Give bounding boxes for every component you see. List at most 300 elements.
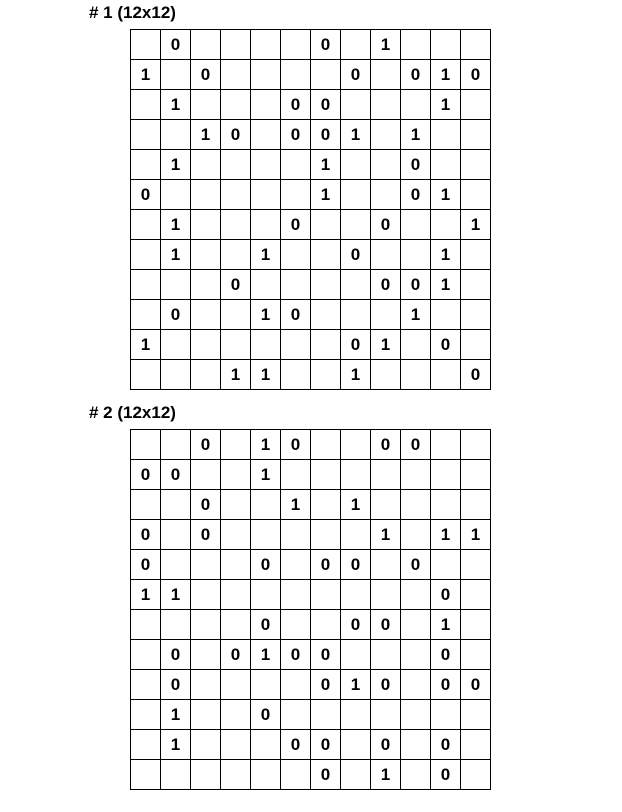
grid-cell[interactable] — [131, 270, 161, 300]
grid-cell[interactable] — [191, 700, 221, 730]
grid-cell[interactable] — [131, 240, 161, 270]
grid-cell[interactable] — [311, 360, 341, 390]
grid-cell[interactable]: 0 — [341, 240, 371, 270]
grid-cell[interactable]: 0 — [401, 550, 431, 580]
grid-cell[interactable] — [251, 120, 281, 150]
grid-cell[interactable] — [401, 210, 431, 240]
grid-cell[interactable] — [341, 150, 371, 180]
grid-cell[interactable] — [251, 330, 281, 360]
grid-cell[interactable] — [191, 610, 221, 640]
grid-cell[interactable] — [161, 430, 191, 460]
grid-cell[interactable] — [341, 270, 371, 300]
grid-cell[interactable] — [401, 670, 431, 700]
grid-cell[interactable]: 0 — [281, 90, 311, 120]
grid-cell[interactable]: 1 — [281, 490, 311, 520]
grid-cell[interactable]: 0 — [251, 550, 281, 580]
grid-cell[interactable] — [131, 640, 161, 670]
grid-row — [131, 270, 491, 300]
grid-cell[interactable]: 1 — [431, 610, 461, 640]
grid-cell[interactable] — [221, 210, 251, 240]
grid-cell[interactable] — [161, 60, 191, 90]
grid-cell[interactable]: 0 — [401, 430, 431, 460]
grid-cell[interactable]: 1 — [131, 580, 161, 610]
grid-cell[interactable] — [341, 580, 371, 610]
grid-row — [131, 640, 491, 670]
grid-cell[interactable]: 1 — [341, 120, 371, 150]
grid-cell[interactable]: 0 — [461, 670, 491, 700]
grid-cell[interactable] — [221, 580, 251, 610]
grid-cell[interactable] — [461, 640, 491, 670]
grid-cell[interactable] — [371, 300, 401, 330]
grid-cell[interactable]: 0 — [221, 270, 251, 300]
grid-cell[interactable] — [191, 670, 221, 700]
grid-cell[interactable]: 1 — [341, 360, 371, 390]
grid-cell[interactable] — [371, 700, 401, 730]
grid-row — [131, 580, 491, 610]
grid-cell[interactable]: 1 — [251, 360, 281, 390]
grid-cell[interactable] — [281, 30, 311, 60]
grid-cell[interactable] — [311, 580, 341, 610]
grid-cell[interactable] — [461, 610, 491, 640]
grid-cell[interactable]: 1 — [341, 670, 371, 700]
grid-cell[interactable]: 0 — [311, 760, 341, 790]
grid-cell[interactable]: 1 — [431, 240, 461, 270]
grid-cell[interactable] — [431, 360, 461, 390]
grid-cell[interactable]: 0 — [401, 270, 431, 300]
grid-cell[interactable]: 0 — [161, 670, 191, 700]
grid-cell[interactable]: 1 — [131, 330, 161, 360]
puzzle-title: # 2 (12x12) — [89, 403, 176, 422]
grid-cell[interactable] — [281, 150, 311, 180]
grid-cell[interactable]: 1 — [251, 240, 281, 270]
grid-cell[interactable] — [191, 550, 221, 580]
grid-cell[interactable] — [221, 330, 251, 360]
grid-cell[interactable] — [341, 30, 371, 60]
grid-cell[interactable]: 0 — [281, 430, 311, 460]
grid-cell[interactable]: 1 — [431, 520, 461, 550]
grid-cell[interactable] — [341, 460, 371, 490]
grid-cell[interactable] — [341, 640, 371, 670]
grid-cell[interactable] — [371, 550, 401, 580]
grid-cell[interactable]: 0 — [431, 330, 461, 360]
grid-cell[interactable] — [251, 760, 281, 790]
grid-row — [131, 180, 491, 210]
grid-cell[interactable] — [371, 60, 401, 90]
grid-cell[interactable] — [431, 490, 461, 520]
grid-cell[interactable]: 1 — [131, 60, 161, 90]
grid-cell[interactable]: 0 — [341, 550, 371, 580]
grid-cell[interactable]: 0 — [161, 300, 191, 330]
grid-cell[interactable] — [311, 490, 341, 520]
grid-cell[interactable] — [311, 60, 341, 90]
grid-cell[interactable]: 0 — [191, 60, 221, 90]
grid-cell[interactable] — [131, 610, 161, 640]
grid-cell[interactable]: 0 — [191, 430, 221, 460]
grid-cell[interactable] — [461, 30, 491, 60]
grid-cell[interactable]: 0 — [461, 360, 491, 390]
grid-cell[interactable]: 0 — [131, 550, 161, 580]
grid-cell[interactable] — [311, 460, 341, 490]
grid-cell[interactable] — [371, 240, 401, 270]
grid-cell[interactable] — [221, 670, 251, 700]
grid-cell[interactable] — [401, 640, 431, 670]
grid-cell[interactable] — [461, 150, 491, 180]
grid-cell[interactable] — [281, 360, 311, 390]
grid-cell[interactable]: 0 — [311, 90, 341, 120]
grid-cell[interactable] — [281, 700, 311, 730]
grid-cell[interactable]: 1 — [371, 760, 401, 790]
grid-cell[interactable] — [341, 520, 371, 550]
grid-cell[interactable]: 1 — [401, 300, 431, 330]
grid-cell[interactable] — [461, 300, 491, 330]
grid-cell[interactable]: 0 — [281, 210, 311, 240]
grid-cell[interactable] — [281, 760, 311, 790]
grid-cell[interactable] — [251, 730, 281, 760]
grid-cell[interactable] — [311, 700, 341, 730]
grid-cell[interactable]: 1 — [311, 150, 341, 180]
grid-cell[interactable] — [341, 430, 371, 460]
grid-cell[interactable] — [221, 240, 251, 270]
grid-cell[interactable] — [191, 300, 221, 330]
grid-cell[interactable] — [251, 670, 281, 700]
grid-cell[interactable] — [401, 700, 431, 730]
grid-cell[interactable] — [311, 430, 341, 460]
grid-cell[interactable] — [191, 330, 221, 360]
grid-cell[interactable] — [221, 610, 251, 640]
grid-cell[interactable] — [191, 730, 221, 760]
grid-cell[interactable] — [341, 300, 371, 330]
grid-cell[interactable]: 1 — [371, 30, 401, 60]
grid-cell[interactable] — [461, 760, 491, 790]
grid-cell[interactable]: 1 — [161, 90, 191, 120]
grid-cell[interactable] — [161, 760, 191, 790]
grid-cell[interactable] — [221, 700, 251, 730]
grid-cell[interactable] — [281, 180, 311, 210]
grid-cell[interactable] — [431, 120, 461, 150]
grid-cell[interactable]: 0 — [401, 60, 431, 90]
grid-cell[interactable] — [311, 240, 341, 270]
grid-cell[interactable]: 0 — [221, 640, 251, 670]
grid-cell[interactable]: 1 — [161, 580, 191, 610]
grid-cell[interactable] — [401, 460, 431, 490]
grid-cell[interactable]: 0 — [131, 520, 161, 550]
grid-cell[interactable] — [191, 640, 221, 670]
grid-cell[interactable] — [401, 520, 431, 550]
grid-cell[interactable] — [191, 180, 221, 210]
grid-cell[interactable] — [281, 610, 311, 640]
grid-row — [131, 300, 491, 330]
grid-cell[interactable] — [251, 60, 281, 90]
grid-cell[interactable]: 0 — [431, 640, 461, 670]
grid-cell[interactable]: 0 — [431, 760, 461, 790]
grid-cell[interactable]: 1 — [371, 520, 401, 550]
grid-cell[interactable] — [191, 90, 221, 120]
grid-cell[interactable] — [221, 180, 251, 210]
grid-cell[interactable] — [251, 580, 281, 610]
grid-cell[interactable] — [131, 700, 161, 730]
grid-cell[interactable]: 1 — [431, 60, 461, 90]
grid-cell[interactable] — [281, 330, 311, 360]
grid-cell[interactable] — [461, 730, 491, 760]
grid-cell[interactable]: 1 — [161, 210, 191, 240]
grid-cell[interactable] — [341, 700, 371, 730]
grid-cell[interactable]: 1 — [251, 300, 281, 330]
grid-cell[interactable] — [461, 580, 491, 610]
grid-cell[interactable]: 0 — [341, 330, 371, 360]
grid-cell[interactable] — [431, 30, 461, 60]
grid-cell[interactable] — [341, 180, 371, 210]
grid-cell[interactable] — [371, 580, 401, 610]
grid-cell[interactable] — [221, 30, 251, 60]
grid-cell[interactable]: 1 — [341, 490, 371, 520]
grid-cell[interactable] — [191, 30, 221, 60]
grid-cell[interactable]: 0 — [311, 730, 341, 760]
grid-cell[interactable] — [191, 360, 221, 390]
grid-cell[interactable] — [131, 760, 161, 790]
grid-cell[interactable]: 1 — [431, 180, 461, 210]
grid-cell[interactable] — [221, 550, 251, 580]
grid-cell[interactable] — [251, 90, 281, 120]
grid-cell[interactable]: 0 — [191, 490, 221, 520]
grid-row — [131, 760, 491, 790]
grid-cell[interactable] — [281, 240, 311, 270]
grid-cell[interactable]: 1 — [161, 730, 191, 760]
grid-cell[interactable]: 1 — [191, 120, 221, 150]
grid-cell[interactable] — [401, 330, 431, 360]
grid-cell[interactable] — [161, 360, 191, 390]
grid-cell[interactable] — [461, 270, 491, 300]
grid-cell[interactable] — [221, 60, 251, 90]
grid-cell[interactable]: 1 — [161, 240, 191, 270]
grid-cell[interactable]: 0 — [311, 640, 341, 670]
grid-cell[interactable] — [461, 460, 491, 490]
grid-cell[interactable]: 0 — [371, 430, 401, 460]
grid-cell[interactable] — [461, 240, 491, 270]
grid-cell[interactable] — [281, 580, 311, 610]
grid-cell[interactable]: 1 — [431, 270, 461, 300]
grid-cell[interactable]: 1 — [161, 150, 191, 180]
grid-cell[interactable] — [311, 330, 341, 360]
grid-cell[interactable]: 0 — [341, 60, 371, 90]
grid-cell[interactable] — [371, 360, 401, 390]
grid-cell[interactable]: 0 — [131, 460, 161, 490]
grid-cell[interactable] — [461, 430, 491, 460]
grid-row — [131, 60, 491, 90]
grid-cell[interactable]: 0 — [311, 670, 341, 700]
grid-cell[interactable]: 0 — [401, 150, 431, 180]
grid-cell[interactable]: 0 — [371, 210, 401, 240]
grid-cell[interactable] — [131, 120, 161, 150]
grid-cell[interactable]: 0 — [281, 730, 311, 760]
grid-cell[interactable]: 0 — [431, 730, 461, 760]
grid-cell[interactable]: 0 — [461, 60, 491, 90]
grid-cell[interactable] — [371, 180, 401, 210]
grid-row — [131, 210, 491, 240]
grid-cell[interactable] — [131, 30, 161, 60]
grid-cell[interactable]: 0 — [311, 550, 341, 580]
grid-cell[interactable] — [431, 300, 461, 330]
grid-cell[interactable] — [461, 700, 491, 730]
grid-cell[interactable] — [401, 580, 431, 610]
grid-cell[interactable]: 1 — [221, 360, 251, 390]
grid-cell[interactable] — [251, 270, 281, 300]
grid-cell[interactable] — [251, 30, 281, 60]
grid-cell[interactable] — [311, 520, 341, 550]
grid-cell[interactable] — [311, 270, 341, 300]
grid-cell[interactable] — [161, 120, 191, 150]
grid-cell[interactable] — [251, 150, 281, 180]
grid-cell[interactable] — [401, 730, 431, 760]
grid-cell[interactable] — [431, 460, 461, 490]
grid-cell[interactable] — [131, 360, 161, 390]
grid-cell[interactable] — [161, 270, 191, 300]
grid-cell[interactable] — [221, 490, 251, 520]
grid-cell[interactable] — [461, 180, 491, 210]
grid-cell[interactable] — [311, 300, 341, 330]
grid-cell[interactable] — [191, 240, 221, 270]
grid-cell[interactable] — [461, 330, 491, 360]
grid-cell[interactable] — [251, 210, 281, 240]
grid-cell[interactable] — [251, 520, 281, 550]
grid-cell[interactable] — [371, 640, 401, 670]
grid-cell[interactable] — [281, 670, 311, 700]
grid-cell[interactable] — [191, 270, 221, 300]
grid-cell[interactable] — [131, 670, 161, 700]
grid-cell[interactable]: 0 — [281, 120, 311, 150]
grid-cell[interactable] — [161, 330, 191, 360]
grid-cell[interactable] — [281, 520, 311, 550]
grid-cell[interactable] — [131, 430, 161, 460]
grid-cell[interactable] — [221, 300, 251, 330]
grid-cell[interactable] — [341, 90, 371, 120]
grid-cell[interactable] — [341, 210, 371, 240]
grid-cell[interactable]: 0 — [371, 730, 401, 760]
grid-cell[interactable] — [461, 490, 491, 520]
grid-row — [131, 90, 491, 120]
grid-cell[interactable]: 1 — [251, 460, 281, 490]
grid-cell[interactable] — [131, 90, 161, 120]
grid-cell[interactable] — [131, 490, 161, 520]
grid-cell[interactable]: 0 — [161, 30, 191, 60]
grid-cell[interactable]: 1 — [161, 700, 191, 730]
grid-cell[interactable]: 0 — [161, 460, 191, 490]
grid-row — [131, 490, 491, 520]
grid-cell[interactable] — [131, 150, 161, 180]
grid-cell[interactable] — [431, 430, 461, 460]
grid-cell[interactable] — [341, 760, 371, 790]
grid-cell[interactable] — [131, 210, 161, 240]
grid-cell[interactable]: 1 — [461, 520, 491, 550]
grid-cell[interactable]: 0 — [401, 180, 431, 210]
grid-cell[interactable] — [461, 120, 491, 150]
grid-cell[interactable] — [191, 150, 221, 180]
grid-cell[interactable]: 0 — [371, 670, 401, 700]
grid-cell[interactable] — [161, 520, 191, 550]
grid-cell[interactable]: 0 — [131, 180, 161, 210]
grid-cell[interactable] — [221, 150, 251, 180]
grid-cell[interactable] — [191, 580, 221, 610]
grid-cell[interactable]: 0 — [431, 670, 461, 700]
grid-cell[interactable] — [401, 490, 431, 520]
grid-cell[interactable] — [191, 760, 221, 790]
grid-cell[interactable] — [161, 550, 191, 580]
grid-cell[interactable] — [311, 610, 341, 640]
grid-cell[interactable]: 0 — [281, 300, 311, 330]
grid-cell[interactable]: 0 — [161, 640, 191, 670]
grid-cell[interactable]: 0 — [371, 610, 401, 640]
grid-cell[interactable]: 0 — [371, 270, 401, 300]
grid-cell[interactable]: 0 — [311, 120, 341, 150]
grid-cell[interactable] — [191, 460, 221, 490]
grid-cell[interactable] — [191, 210, 221, 240]
grid-cell[interactable]: 0 — [311, 30, 341, 60]
grid-cell[interactable]: 0 — [191, 520, 221, 550]
grid-cell[interactable] — [221, 730, 251, 760]
grid-cell[interactable] — [431, 700, 461, 730]
grid-cell[interactable]: 1 — [311, 180, 341, 210]
grid-cell[interactable] — [431, 150, 461, 180]
grid-cell[interactable] — [221, 760, 251, 790]
grid-cell[interactable] — [221, 430, 251, 460]
grid-cell[interactable] — [371, 150, 401, 180]
grid-cell[interactable] — [431, 210, 461, 240]
grid-cell[interactable] — [341, 730, 371, 760]
grid-cell[interactable] — [371, 460, 401, 490]
grid-cell[interactable]: 1 — [401, 120, 431, 150]
grid-cell[interactable] — [221, 520, 251, 550]
grid-cell[interactable] — [401, 760, 431, 790]
grid-cell[interactable]: 0 — [281, 640, 311, 670]
grid-cell[interactable] — [371, 490, 401, 520]
grid-cell[interactable] — [401, 610, 431, 640]
grid-cell[interactable]: 1 — [371, 330, 401, 360]
grid-cell[interactable] — [431, 550, 461, 580]
grid-cell[interactable] — [461, 550, 491, 580]
grid-cell[interactable] — [401, 30, 431, 60]
grid-cell[interactable]: 1 — [251, 430, 281, 460]
grid-row — [131, 460, 491, 490]
grid-cell[interactable]: 0 — [251, 700, 281, 730]
grid-cell[interactable]: 1 — [431, 90, 461, 120]
grid-cell[interactable] — [401, 90, 431, 120]
grid-cell[interactable] — [371, 120, 401, 150]
grid-cell[interactable] — [221, 460, 251, 490]
grid-cell[interactable]: 0 — [341, 610, 371, 640]
grid-cell[interactable] — [161, 610, 191, 640]
grid-cell[interactable]: 1 — [251, 640, 281, 670]
grid-cell[interactable] — [401, 360, 431, 390]
grid-cell[interactable] — [401, 240, 431, 270]
grid-cell[interactable] — [281, 460, 311, 490]
grid-cell[interactable]: 1 — [461, 210, 491, 240]
grid-cell[interactable] — [461, 90, 491, 120]
grid-cell[interactable] — [281, 270, 311, 300]
grid-cell[interactable] — [251, 180, 281, 210]
grid-cell[interactable] — [281, 550, 311, 580]
grid-cell[interactable] — [281, 60, 311, 90]
grid-cell[interactable] — [131, 300, 161, 330]
grid-cell[interactable] — [311, 210, 341, 240]
grid-cell[interactable] — [161, 490, 191, 520]
grid-cell[interactable] — [131, 730, 161, 760]
grid-cell[interactable]: 0 — [221, 120, 251, 150]
grid-cell[interactable] — [371, 90, 401, 120]
grid-cell[interactable]: 0 — [251, 610, 281, 640]
grid-cell[interactable]: 0 — [431, 580, 461, 610]
grid-cell[interactable] — [251, 490, 281, 520]
grid-cell[interactable] — [161, 180, 191, 210]
grid-cell[interactable] — [221, 90, 251, 120]
